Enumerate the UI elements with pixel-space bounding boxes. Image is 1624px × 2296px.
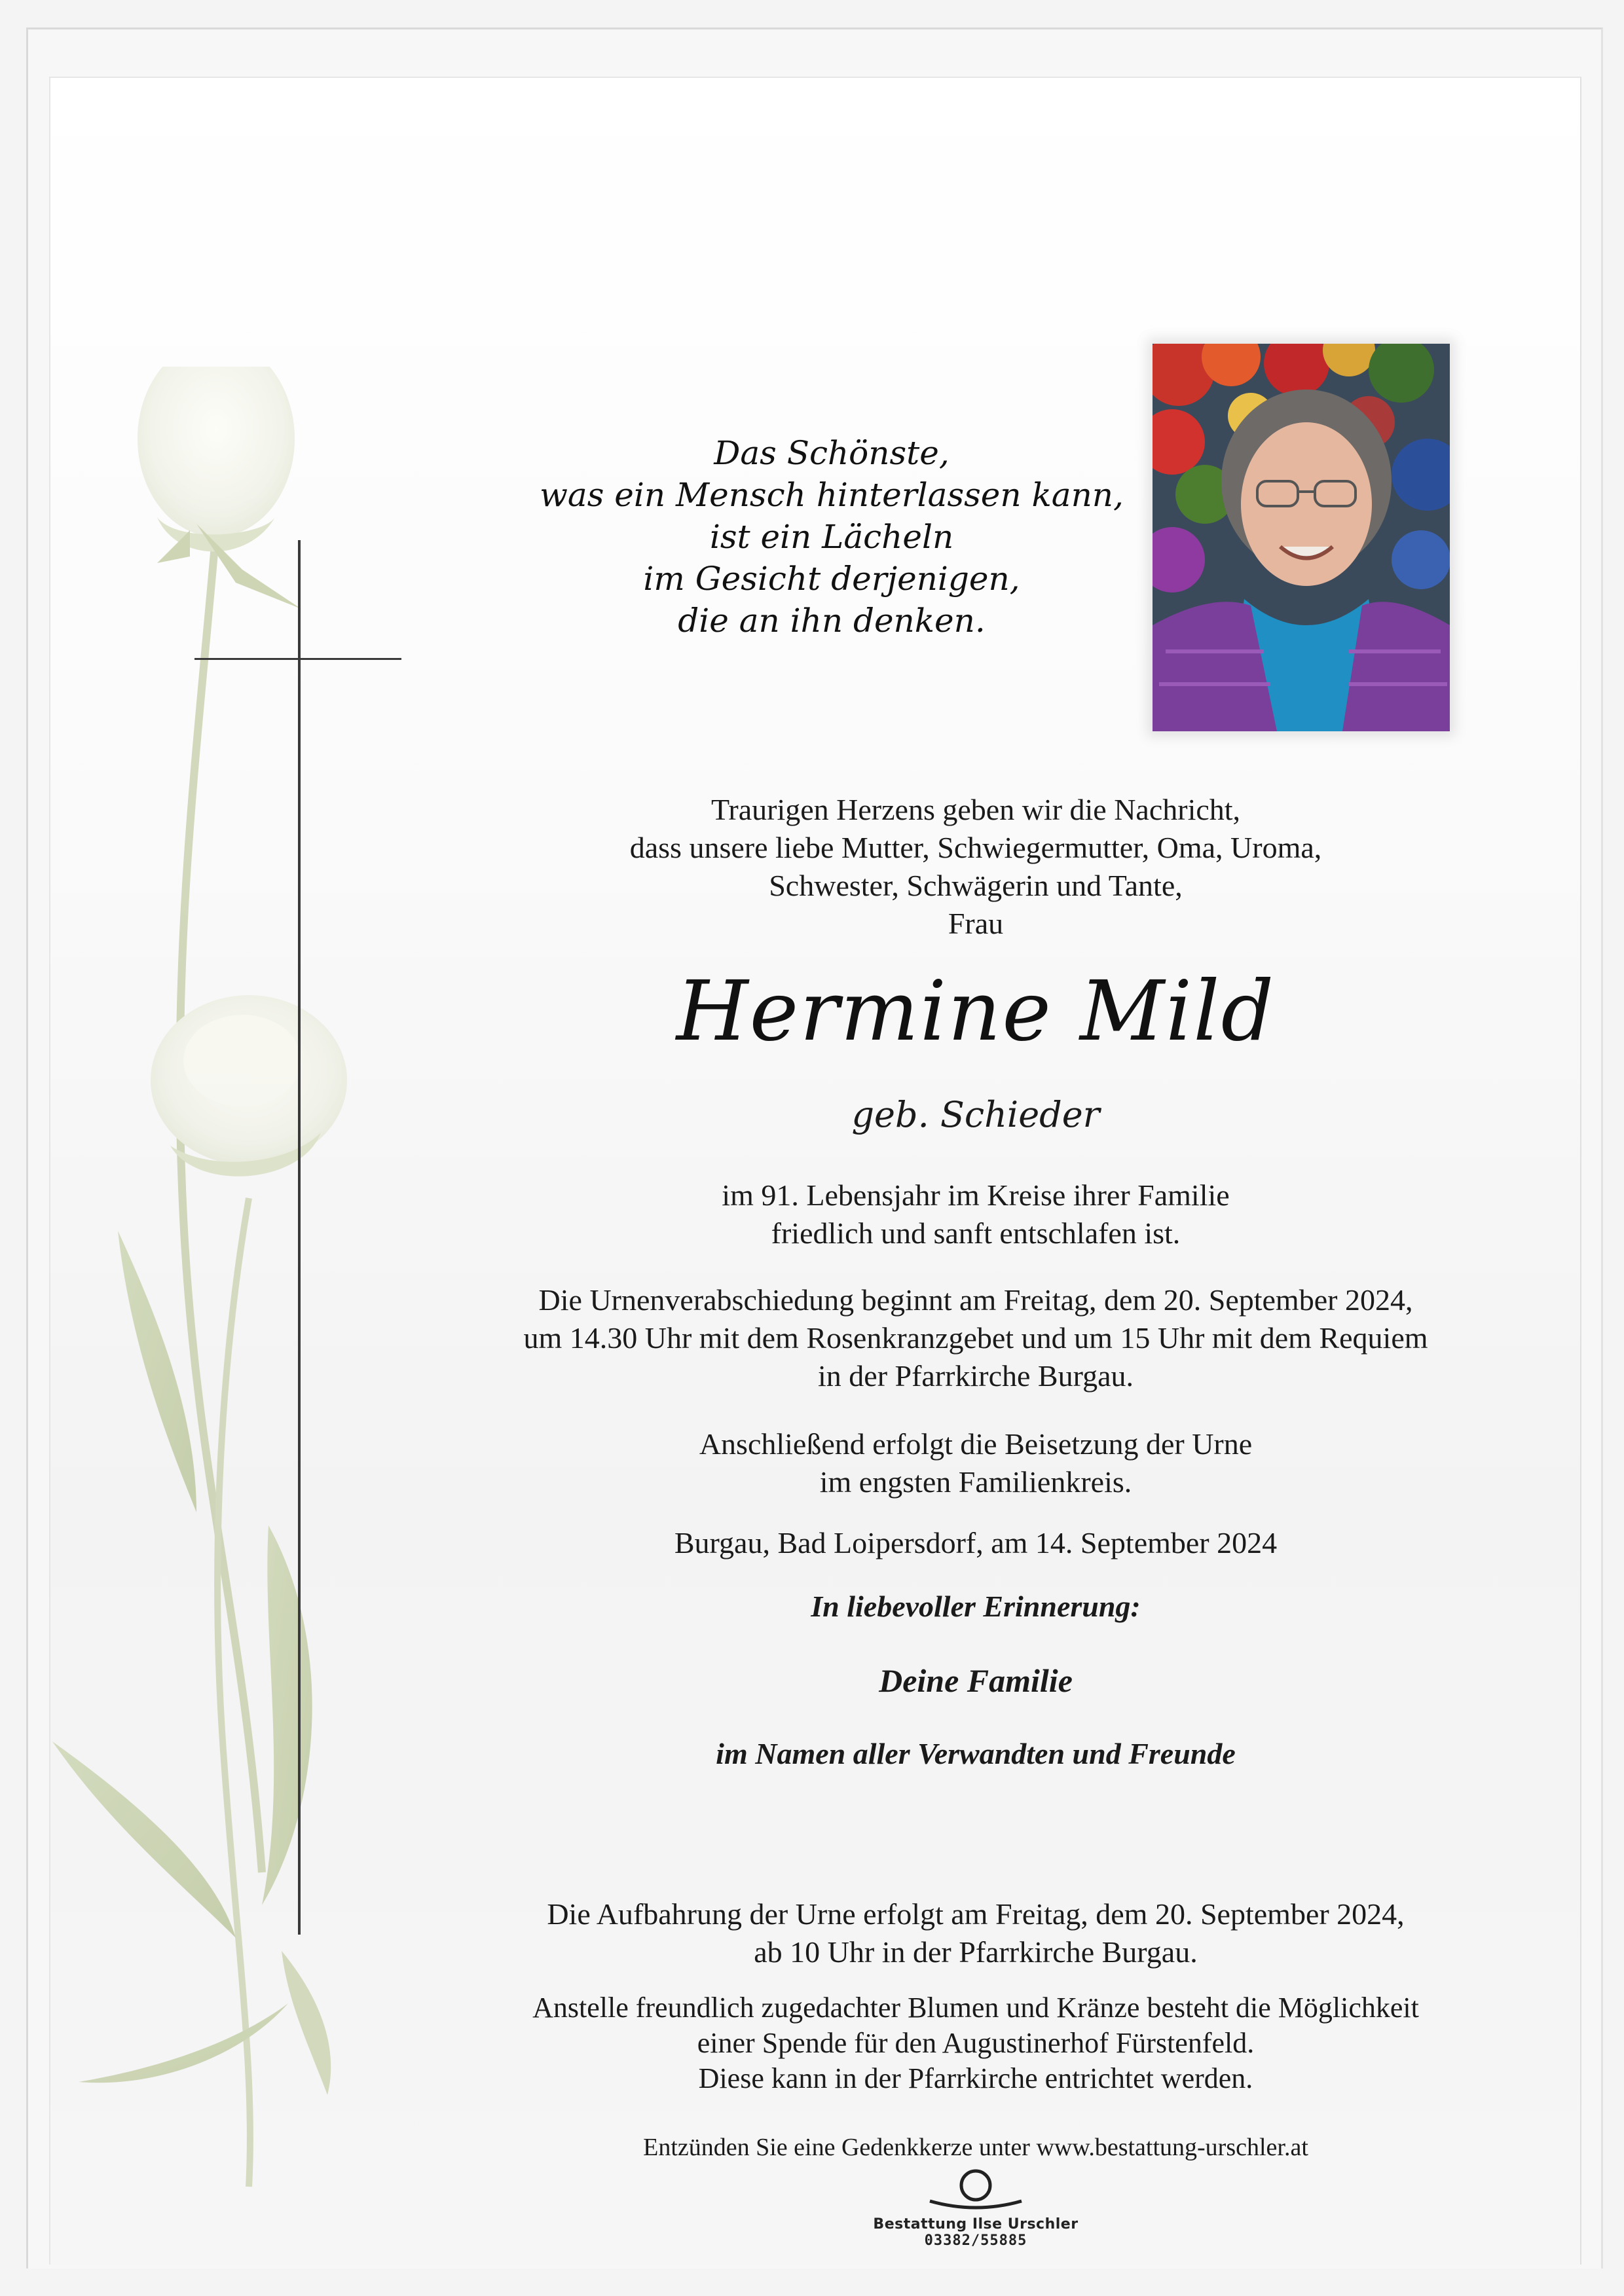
announcement-line: Frau [948,907,1004,940]
portrait-photo [1153,344,1450,731]
quote-line: die an ihn denken. [678,602,986,640]
candle-note-text: Entzünden Sie eine Gedenkkerze unter www.bestattung-urschler.at [643,2134,1308,2161]
deceased-name: Hermine Mild [676,963,1276,1059]
memorial-heading [393,1588,1559,1626]
passing-line: im 91. Lebensjahr im Kreise ihrer Familie [722,1178,1230,1212]
donation-line: Diese kann in der Pfarrkirche entrichtet werden. [698,2062,1253,2094]
quote-line: Das Schönste, [714,434,950,472]
ceremony-text [393,1281,1559,1395]
viewing-text [393,1895,1559,1971]
viewing-line: Die Aufbahrung der Urne erfolgt am Freitag, dem 20. September 2024, [547,1897,1405,1931]
burial-line: Anschließend erfolgt die Beisetzung der Urne [699,1427,1253,1461]
family-text: Deine Familie [879,1662,1073,1699]
place-date-text: Burgau, Bad Loipersdorf, am 14. September 2024 [674,1526,1278,1559]
announcement-line: Traurigen Herzens geben wir die Nachricht, [710,793,1241,826]
quote-line: was ein Mensch hinterlassen kann, [540,476,1124,514]
quote-line: ist ein Lächeln [709,518,954,556]
passing-line: friedlich und sanft entschlafen ist. [771,1216,1181,1250]
donation-line: einer Spende für den Augustinerhof Fürstenfeld. [697,2027,1255,2059]
funeral-home-name: Bestattung Ilse Urschler [873,2216,1079,2232]
memorial-heading-text: In liebevoller Erinnerung: [811,1590,1141,1623]
funeral-home-logo-icon [923,2167,1028,2213]
burial-line: im engsten Familienkreis. [819,1465,1132,1499]
passing-text [393,1176,1559,1252]
memorial-quote [471,432,1192,642]
ceremony-line: um 14.30 Uhr mit dem Rosenkranzgebet und um 15 Uhr mit dem Requiem [523,1321,1428,1355]
relatives-signature [393,1735,1559,1773]
family-signature [393,1660,1559,1702]
funeral-home-logo [851,2167,1100,2249]
quote-line: im Gesicht derjenigen, [643,560,1020,598]
donation-text [393,1990,1559,2096]
place-date [393,1524,1559,1562]
cross-icon [298,540,301,1935]
cross-bar [194,658,401,660]
relatives-text: im Namen aller Verwandten und Freunde [716,1737,1236,1770]
ceremony-line: Die Urnenverabschiedung beginnt am Freitag, dem 20. September 2024, [538,1283,1413,1317]
candle-note [393,2133,1559,2162]
viewing-line: ab 10 Uhr in der Pfarrkirche Burgau. [754,1935,1198,1969]
burial-text [393,1425,1559,1501]
maiden-name: geb. Schieder [851,1094,1100,1135]
announcement-line: Schwester, Schwägerin und Tante, [769,869,1183,902]
announcement [393,791,1559,943]
announcement-line: dass unsere liebe Mutter, Schwiegermutter, Oma, Uroma, [629,831,1322,864]
ceremony-line: in der Pfarrkirche Burgau. [818,1359,1134,1393]
funeral-home-phone: 03382/55885 [924,2232,1027,2249]
donation-line: Anstelle freundlich zugedachter Blumen und Kränze besteht die Möglichkeit [532,1992,1419,2024]
